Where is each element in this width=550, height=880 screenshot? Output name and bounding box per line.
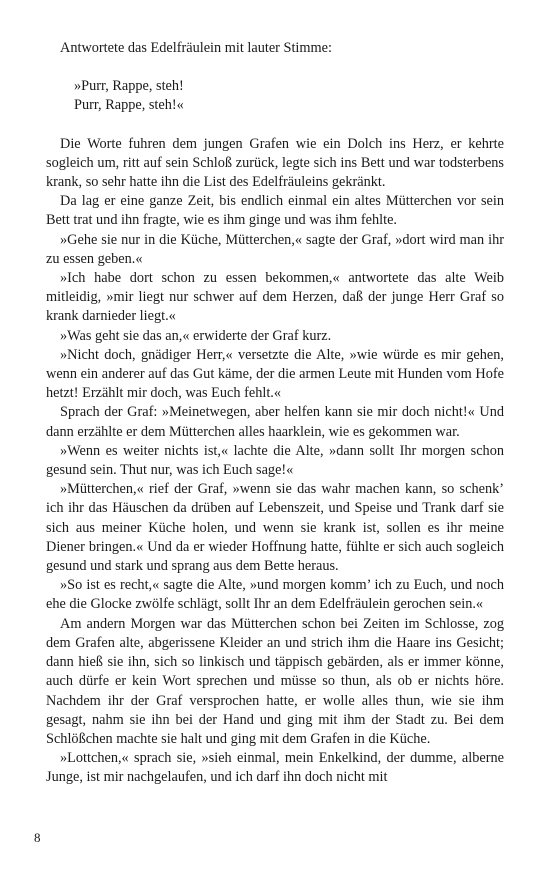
paragraph: »Was geht sie das an,« erwiderte der Graf kurz. [60,327,332,344]
paragraph: »Mütterchen,« rief der Graf, »wenn sie das wahr machen kann, so schenk’ ich ihr das Häuschen da drüben auf Lebenszeit, und Speise und Trank darf sie sich aus meiner Küche holen, und wenn sie krank ist, sollen es ihr meine Diener bringen.« Und da er wieder Hoffnung hatte, fühlte er sich auch sogleich gesund und stark und sprang aus dem Bette heraus. [46,481,504,575]
paragraph: Die Worte fuhren dem jungen Grafen wie ein Dolch ins Herz, er kehrte sogleich um, ritt auf sein Schloß zurück, legte sich ins Bett und war todsterbens krank, so sehr hatte ihn die List des Edelfräuleins gekränkt. [46,135,504,191]
verse [74,77,504,115]
paragraph: »So ist es recht,« sagte die Alte, »und morgen komm’ ich zu Euch, und noch ehe die Glocke zwölfe schlägt, sollt Ihr an dem Edelfräulein gerochen sein.« [46,577,504,613]
paragraph: »Wenn es weiter nichts ist,« lachte die Alte, »dann sollt Ihr morgen schon gesund sein. Thut nur, was ich Euch sage!« [46,442,504,479]
paragraph: »Gehe sie nur in die Küche, Mütterchen,« sagte der Graf, »dort wird man ihr zu essen geben.« [46,231,504,267]
paragraph: »Ich habe dort schon zu essen bekommen,« antwortete das alte Weib mitleidig, »mir liegt nur schwer auf dem Herzen, daß der junge Herr Graf so krank darnieder liegt.« [46,270,504,325]
paragraph: Am andern Morgen war das Mütterchen schon bei Zeiten im Schlosse, zog dem Grafen alte, abgerissene Kleider an und strich ihm die Haare ins Gesicht; dann hieß sie ihn, sich so linkisch und täppisch gebärden, als er immer könne, auch dürfe er kein Wort sprechen und müsse so thun, als ob er nichts höre. Nachdem ihr der Graf versprochen hatte, er wolle alles thun, wie sie ihm gesagt, nahm sie ihn bei der Hand und ging mit ihm der Stadt zu. Bei dem Schlößchen machte sie halt und ging mit dem Grafen in die Küche. [46,615,504,747]
paragraph: »Nicht doch, gnädiger Herr,« versetzte die Alte, »wie würde es mir gehen, wenn ein anderer auf das Gut käme, der die armen Leute mit Hunden vom Hofe hetzt! Erzählt mir doch, was Euch fehlt.« [46,346,504,402]
paragraph: Sprach der Graf: »Meinetwegen, aber helfen kann sie mir doch nicht!« Und dann erzählte er dem Mütterchen alles haarklein, wie es gekommen war. [46,404,504,440]
paragraph: »Lottchen,« sprach sie, »sieh einmal, mein Enkelkind, der dumme, alberne Junge, ist mir nachgelaufen, und ich darf ihn doch nicht mit [46,750,504,786]
verse-line: »Purr, Rappe, steh! [74,78,184,95]
intro-line: Antwortete das Edelfräulein mit lauter Stimme: [60,40,332,56]
verse-line: Purr, Rappe, steh!« [74,97,184,114]
page-number: 8 [34,830,41,845]
paragraph: Da lag er eine ganze Zeit, bis endlich einmal ein altes Mütterchen vor sein Bett trat und ihn fragte, wie es ihm ginge und was ihm fehlte. [46,193,504,229]
body-text [46,39,504,788]
